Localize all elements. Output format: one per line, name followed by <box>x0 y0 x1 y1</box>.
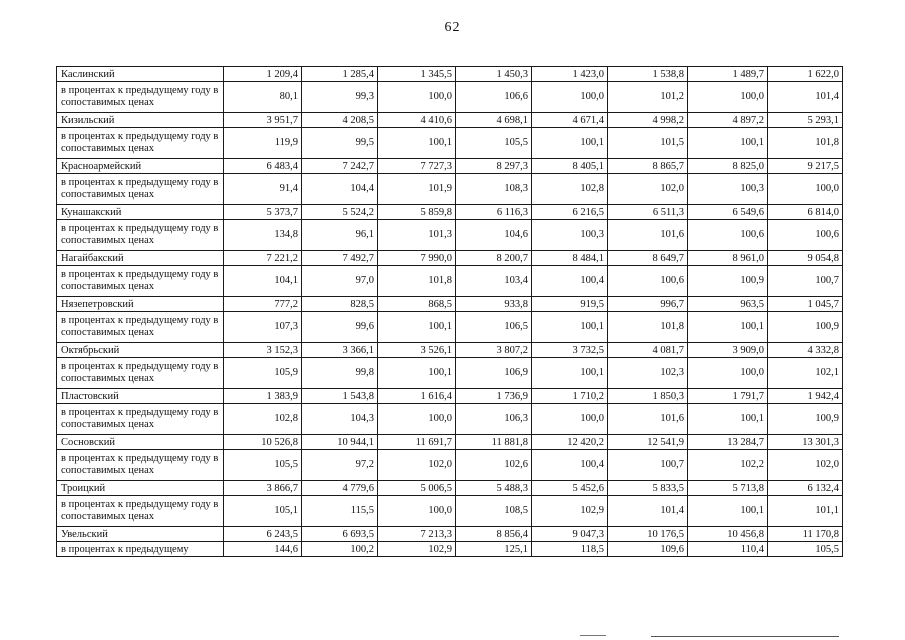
district-name: Кизильский <box>57 113 224 128</box>
district-row <box>57 435 843 450</box>
value-cell: 91,4 <box>224 174 302 205</box>
value-cell: 119,9 <box>224 128 302 159</box>
value-cell: 106,6 <box>456 82 532 113</box>
district-row <box>57 205 843 220</box>
value-cell: 3 152,3 <box>224 343 302 358</box>
value-cell: 100,9 <box>688 266 768 297</box>
value-cell: 9 047,3 <box>532 527 608 542</box>
district-row <box>57 481 843 496</box>
value-cell: 1 710,2 <box>532 389 608 404</box>
value-cell: 99,6 <box>302 312 378 343</box>
value-cell: 6 814,0 <box>768 205 843 220</box>
value-cell: 105,1 <box>224 496 302 527</box>
value-cell: 100,0 <box>378 496 456 527</box>
value-cell: 101,5 <box>608 128 688 159</box>
value-cell: 5 452,6 <box>532 481 608 496</box>
percent-row <box>57 128 843 159</box>
value-cell: 6 549,6 <box>688 205 768 220</box>
value-cell: 5 488,3 <box>456 481 532 496</box>
value-cell: 144,6 <box>224 542 302 557</box>
value-cell: 1 942,4 <box>768 389 843 404</box>
value-cell: 100,1 <box>688 128 768 159</box>
value-cell: 1 489,7 <box>688 67 768 82</box>
value-cell: 1 209,4 <box>224 67 302 82</box>
value-cell: 828,5 <box>302 297 378 312</box>
percent-row <box>57 312 843 343</box>
percent-label: в процентах к предыдущему году в сопоставимых ценах <box>57 220 224 251</box>
value-cell: 4 671,4 <box>532 113 608 128</box>
district-name: Октябрьский <box>57 343 224 358</box>
value-cell: 118,5 <box>532 542 608 557</box>
value-cell: 100,7 <box>768 266 843 297</box>
value-cell: 100,1 <box>688 312 768 343</box>
percent-label: в процентах к предыдущему году в сопоставимых ценах <box>57 174 224 205</box>
value-cell: 6 483,4 <box>224 159 302 174</box>
percent-row <box>57 542 843 557</box>
value-cell: 109,6 <box>608 542 688 557</box>
value-cell: 97,2 <box>302 450 378 481</box>
value-cell: 3 951,7 <box>224 113 302 128</box>
value-cell: 104,6 <box>456 220 532 251</box>
value-cell: 6 693,5 <box>302 527 378 542</box>
percent-label: в процентах к предыдущему году в сопоставимых ценах <box>57 496 224 527</box>
value-cell: 108,3 <box>456 174 532 205</box>
value-cell: 1 543,8 <box>302 389 378 404</box>
value-cell: 7 990,0 <box>378 251 456 266</box>
value-cell: 6 216,5 <box>532 205 608 220</box>
percent-label: в процентах к предыдущему году в сопоставимых ценах <box>57 266 224 297</box>
value-cell: 106,3 <box>456 404 532 435</box>
value-cell: 8 200,7 <box>456 251 532 266</box>
percent-row <box>57 220 843 251</box>
value-cell: 100,3 <box>688 174 768 205</box>
value-cell: 101,9 <box>378 174 456 205</box>
table-body <box>57 67 843 557</box>
percent-label: в процентах к предыдущему году в сопоставимых ценах <box>57 82 224 113</box>
value-cell: 11 881,8 <box>456 435 532 450</box>
value-cell: 103,4 <box>456 266 532 297</box>
page-number: 62 <box>444 20 461 35</box>
value-cell: 6 511,3 <box>608 205 688 220</box>
district-name: Увельский <box>57 527 224 542</box>
value-cell: 101,6 <box>608 220 688 251</box>
value-cell: 10 176,5 <box>608 527 688 542</box>
value-cell: 100,4 <box>532 450 608 481</box>
value-cell: 100,6 <box>768 220 843 251</box>
value-cell: 8 649,7 <box>608 251 688 266</box>
value-cell: 3 366,1 <box>302 343 378 358</box>
value-cell: 100,0 <box>378 82 456 113</box>
district-name: Сосновский <box>57 435 224 450</box>
value-cell: 101,2 <box>608 82 688 113</box>
value-cell: 100,1 <box>378 128 456 159</box>
value-cell: 105,5 <box>224 450 302 481</box>
bottom-mark <box>580 635 606 636</box>
value-cell: 99,3 <box>302 82 378 113</box>
district-name: Красноармейский <box>57 159 224 174</box>
district-row <box>57 527 843 542</box>
value-cell: 100,0 <box>768 174 843 205</box>
district-row <box>57 251 843 266</box>
value-cell: 100,0 <box>688 358 768 389</box>
district-name: Нагайбакский <box>57 251 224 266</box>
value-cell: 4 081,7 <box>608 343 688 358</box>
percent-row <box>57 266 843 297</box>
value-cell: 777,2 <box>224 297 302 312</box>
value-cell: 102,0 <box>378 450 456 481</box>
value-cell: 106,5 <box>456 312 532 343</box>
value-cell: 101,6 <box>608 404 688 435</box>
district-row <box>57 343 843 358</box>
value-cell: 3 526,1 <box>378 343 456 358</box>
value-cell: 5 006,5 <box>378 481 456 496</box>
value-cell: 100,1 <box>532 128 608 159</box>
value-cell: 100,0 <box>532 82 608 113</box>
value-cell: 105,9 <box>224 358 302 389</box>
value-cell: 933,8 <box>456 297 532 312</box>
value-cell: 99,5 <box>302 128 378 159</box>
district-row <box>57 113 843 128</box>
value-cell: 6 243,5 <box>224 527 302 542</box>
value-cell: 4 897,2 <box>688 113 768 128</box>
value-cell: 115,5 <box>302 496 378 527</box>
value-cell: 1 285,4 <box>302 67 378 82</box>
signature-line <box>651 636 839 637</box>
value-cell: 100,0 <box>532 404 608 435</box>
percent-row <box>57 82 843 113</box>
value-cell: 10 456,8 <box>688 527 768 542</box>
value-cell: 102,0 <box>768 450 843 481</box>
value-cell: 963,5 <box>688 297 768 312</box>
value-cell: 8 484,1 <box>532 251 608 266</box>
value-cell: 919,5 <box>532 297 608 312</box>
district-row <box>57 67 843 82</box>
value-cell: 6 116,3 <box>456 205 532 220</box>
value-cell: 102,8 <box>532 174 608 205</box>
percent-label: в процентах к предыдущему году в сопоставимых ценах <box>57 358 224 389</box>
value-cell: 12 420,2 <box>532 435 608 450</box>
value-cell: 106,9 <box>456 358 532 389</box>
value-cell: 5 859,8 <box>378 205 456 220</box>
value-cell: 105,5 <box>456 128 532 159</box>
value-cell: 101,8 <box>378 266 456 297</box>
value-cell: 96,1 <box>302 220 378 251</box>
value-cell: 7 213,3 <box>378 527 456 542</box>
value-cell: 100,9 <box>768 312 843 343</box>
district-row <box>57 297 843 312</box>
district-name: Кунашакский <box>57 205 224 220</box>
value-cell: 100,0 <box>378 404 456 435</box>
value-cell: 7 492,7 <box>302 251 378 266</box>
value-cell: 100,1 <box>688 404 768 435</box>
district-name: Троицкий <box>57 481 224 496</box>
value-cell: 100,7 <box>608 450 688 481</box>
value-cell: 7 242,7 <box>302 159 378 174</box>
value-cell: 5 373,7 <box>224 205 302 220</box>
value-cell: 1 850,3 <box>608 389 688 404</box>
value-cell: 100,1 <box>688 496 768 527</box>
value-cell: 101,4 <box>768 82 843 113</box>
value-cell: 1 345,5 <box>378 67 456 82</box>
value-cell: 8 856,4 <box>456 527 532 542</box>
district-name: Каслинский <box>57 67 224 82</box>
value-cell: 10 526,8 <box>224 435 302 450</box>
value-cell: 102,9 <box>532 496 608 527</box>
value-cell: 3 909,0 <box>688 343 768 358</box>
value-cell: 102,2 <box>688 450 768 481</box>
value-cell: 101,3 <box>378 220 456 251</box>
value-cell: 100,6 <box>608 266 688 297</box>
value-cell: 102,3 <box>608 358 688 389</box>
value-cell: 101,8 <box>768 128 843 159</box>
value-cell: 102,9 <box>378 542 456 557</box>
value-cell: 8 865,7 <box>608 159 688 174</box>
value-cell: 1 450,3 <box>456 67 532 82</box>
value-cell: 100,3 <box>532 220 608 251</box>
value-cell: 1 383,9 <box>224 389 302 404</box>
value-cell: 1 423,0 <box>532 67 608 82</box>
value-cell: 10 944,1 <box>302 435 378 450</box>
value-cell: 868,5 <box>378 297 456 312</box>
value-cell: 104,4 <box>302 174 378 205</box>
value-cell: 107,3 <box>224 312 302 343</box>
value-cell: 13 301,3 <box>768 435 843 450</box>
value-cell: 110,4 <box>688 542 768 557</box>
value-cell: 4 208,5 <box>302 113 378 128</box>
value-cell: 4 332,8 <box>768 343 843 358</box>
percent-row <box>57 358 843 389</box>
value-cell: 104,1 <box>224 266 302 297</box>
value-cell: 1 045,7 <box>768 297 843 312</box>
value-cell: 134,8 <box>224 220 302 251</box>
value-cell: 13 284,7 <box>688 435 768 450</box>
value-cell: 8 297,3 <box>456 159 532 174</box>
value-cell: 5 713,8 <box>688 481 768 496</box>
value-cell: 99,8 <box>302 358 378 389</box>
value-cell: 100,2 <box>302 542 378 557</box>
district-row <box>57 159 843 174</box>
value-cell: 6 132,4 <box>768 481 843 496</box>
value-cell: 102,1 <box>768 358 843 389</box>
value-cell: 1 791,7 <box>688 389 768 404</box>
value-cell: 100,1 <box>532 358 608 389</box>
value-cell: 4 410,6 <box>378 113 456 128</box>
value-cell: 9 054,8 <box>768 251 843 266</box>
percent-label: в процентах к предыдущему году в сопоставимых ценах <box>57 404 224 435</box>
value-cell: 7 727,3 <box>378 159 456 174</box>
value-cell: 1 736,9 <box>456 389 532 404</box>
data-table <box>56 66 843 557</box>
value-cell: 5 293,1 <box>768 113 843 128</box>
percent-row <box>57 450 843 481</box>
value-cell: 1 622,0 <box>768 67 843 82</box>
percent-row <box>57 404 843 435</box>
value-cell: 100,1 <box>532 312 608 343</box>
value-cell: 5 833,5 <box>608 481 688 496</box>
value-cell: 100,1 <box>378 358 456 389</box>
value-cell: 102,6 <box>456 450 532 481</box>
value-cell: 5 524,2 <box>302 205 378 220</box>
percent-row <box>57 496 843 527</box>
value-cell: 104,3 <box>302 404 378 435</box>
value-cell: 100,0 <box>688 82 768 113</box>
value-cell: 11 691,7 <box>378 435 456 450</box>
value-cell: 7 221,2 <box>224 251 302 266</box>
value-cell: 8 825,0 <box>688 159 768 174</box>
value-cell: 12 541,9 <box>608 435 688 450</box>
value-cell: 3 866,7 <box>224 481 302 496</box>
value-cell: 8 405,1 <box>532 159 608 174</box>
value-cell: 996,7 <box>608 297 688 312</box>
value-cell: 4 779,6 <box>302 481 378 496</box>
value-cell: 80,1 <box>224 82 302 113</box>
value-cell: 4 698,1 <box>456 113 532 128</box>
value-cell: 100,9 <box>768 404 843 435</box>
district-row <box>57 389 843 404</box>
value-cell: 1 538,8 <box>608 67 688 82</box>
value-cell: 8 961,0 <box>688 251 768 266</box>
district-name: Нязепетровский <box>57 297 224 312</box>
value-cell: 101,8 <box>608 312 688 343</box>
value-cell: 100,1 <box>378 312 456 343</box>
value-cell: 9 217,5 <box>768 159 843 174</box>
value-cell: 97,0 <box>302 266 378 297</box>
value-cell: 125,1 <box>456 542 532 557</box>
percent-label: в процентах к предыдущему году в сопоставимых ценах <box>57 450 224 481</box>
value-cell: 102,8 <box>224 404 302 435</box>
value-cell: 100,4 <box>532 266 608 297</box>
value-cell: 3 732,5 <box>532 343 608 358</box>
percent-label: в процентах к предыдущему году в сопоставимых ценах <box>57 312 224 343</box>
value-cell: 3 807,2 <box>456 343 532 358</box>
value-cell: 4 998,2 <box>608 113 688 128</box>
percent-row <box>57 174 843 205</box>
value-cell: 1 616,4 <box>378 389 456 404</box>
value-cell: 105,5 <box>768 542 843 557</box>
value-cell: 100,6 <box>688 220 768 251</box>
percent-label: в процентах к предыдущему <box>57 542 224 557</box>
value-cell: 102,0 <box>608 174 688 205</box>
value-cell: 101,4 <box>608 496 688 527</box>
percent-label: в процентах к предыдущему году в сопоставимых ценах <box>57 128 224 159</box>
district-name: Пластовский <box>57 389 224 404</box>
value-cell: 11 170,8 <box>768 527 843 542</box>
value-cell: 108,5 <box>456 496 532 527</box>
value-cell: 101,1 <box>768 496 843 527</box>
